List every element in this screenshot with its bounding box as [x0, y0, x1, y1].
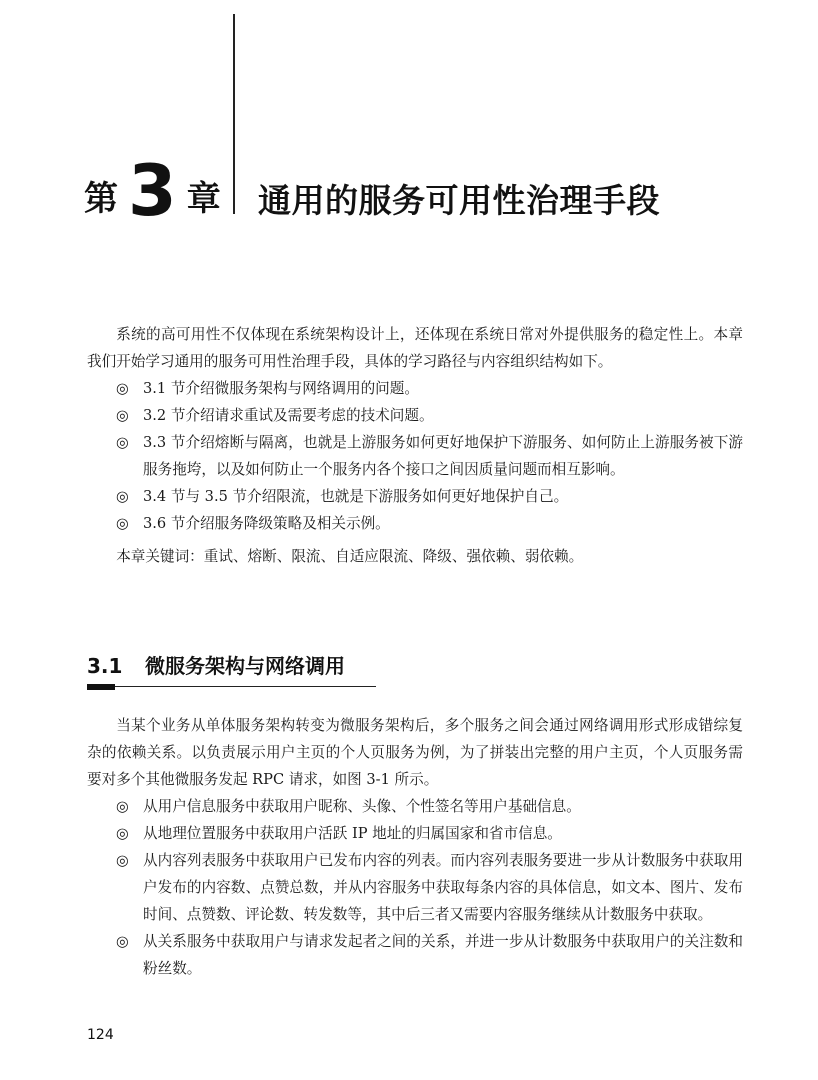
list-item-text: 从关系服务中获取用户与请求发起者之间的关系，并进一步从计数服务中获取用户的关注数和粉丝数。 [143, 933, 743, 977]
list-item [87, 510, 743, 537]
chapter-suffix: 章 [186, 179, 221, 219]
list-item [87, 847, 743, 928]
list-item [87, 429, 743, 483]
bullet-icon: ◎ [116, 380, 129, 397]
list-item [87, 375, 743, 402]
section-paragraph: 当某个业务从单体服务架构转变为微服务架构后，多个服务之间会通过网络调用形式形成错综复杂的依赖关系。以负责展示用户主页的个人页服务为例，为了拼装出完整的用户主页，个人页服务需要对多个其他微服务发起 RPC 请求，如图 3-1 所示。 [87, 717, 743, 788]
bullet-icon: ◎ [116, 488, 129, 505]
intro-bullet-list [87, 375, 743, 537]
list-item [87, 820, 743, 847]
chapter-divider-line [233, 14, 235, 214]
chapter-number: 3 [128, 150, 177, 232]
section-number: 3.1 [87, 654, 123, 678]
section-title: 微服务架构与网络调用 [145, 654, 345, 678]
list-item [87, 402, 743, 429]
keywords-line: 本章关键词：重试、熔断、限流、自适应限流、降级、强依赖、弱依赖。 [116, 548, 584, 565]
bullet-icon: ◎ [116, 852, 129, 869]
list-item-text: 3.1 节介绍微服务架构与网络调用的问题。 [143, 380, 419, 397]
list-item-text: 3.3 节介绍熔断与隔离，也就是上游服务如何更好地保护下游服务、如何防止上游服务被下游服务拖垮，以及如何防止一个服务内各个接口之间因质量问题而相互影响。 [143, 434, 743, 478]
list-item [87, 483, 743, 510]
section-rule [87, 686, 376, 687]
intro-paragraph: 系统的高可用性不仅体现在系统架构设计上，还体现在系统日常对外提供服务的稳定性上。本章我们开始学习通用的服务可用性治理手段，具体的学习路径与内容组织结构如下。 [87, 326, 743, 370]
chapter-title: 通用的服务可用性治理手段 [258, 181, 660, 220]
bullet-icon: ◎ [116, 515, 129, 532]
list-item-text: 3.4 节与 3.5 节介绍限流，也就是下游服务如何更好地保护自己。 [143, 488, 569, 505]
list-item-text: 从地理位置服务中获取用户活跃 IP 地址的归属国家和省市信息。 [143, 825, 562, 842]
section-body [87, 712, 743, 982]
list-item [87, 928, 743, 982]
bullet-icon: ◎ [116, 825, 129, 842]
bullet-icon: ◎ [116, 407, 129, 424]
chapter-prefix: 第 [84, 179, 118, 219]
list-item-text: 从内容列表服务中获取用户已发布内容的列表。而内容列表服务要进一步从计数服务中获取用户发布的内容数、点赞总数，并从内容服务中获取每条内容的具体信息，如文本、图片、发布时间、点赞数、评论数、转发数等，其中后三者又需要内容服务继续从计数服务中获取。 [143, 852, 743, 923]
bullet-icon: ◎ [116, 434, 129, 451]
intro-block [87, 321, 743, 570]
section-rule-accent [87, 684, 115, 690]
bullet-icon: ◎ [116, 933, 129, 950]
bullet-icon: ◎ [116, 798, 129, 815]
list-item [87, 793, 743, 820]
list-item-text: 3.6 节介绍服务降级策略及相关示例。 [143, 515, 390, 532]
list-item-text: 3.2 节介绍请求重试及需要考虑的技术问题。 [143, 407, 434, 424]
section-heading [87, 650, 345, 679]
list-item-text: 从用户信息服务中获取用户昵称、头像、个性签名等用户基础信息。 [143, 798, 581, 815]
page-number: 124 [87, 1027, 114, 1043]
chapter-label [84, 150, 221, 230]
section-bullet-list [87, 793, 743, 982]
